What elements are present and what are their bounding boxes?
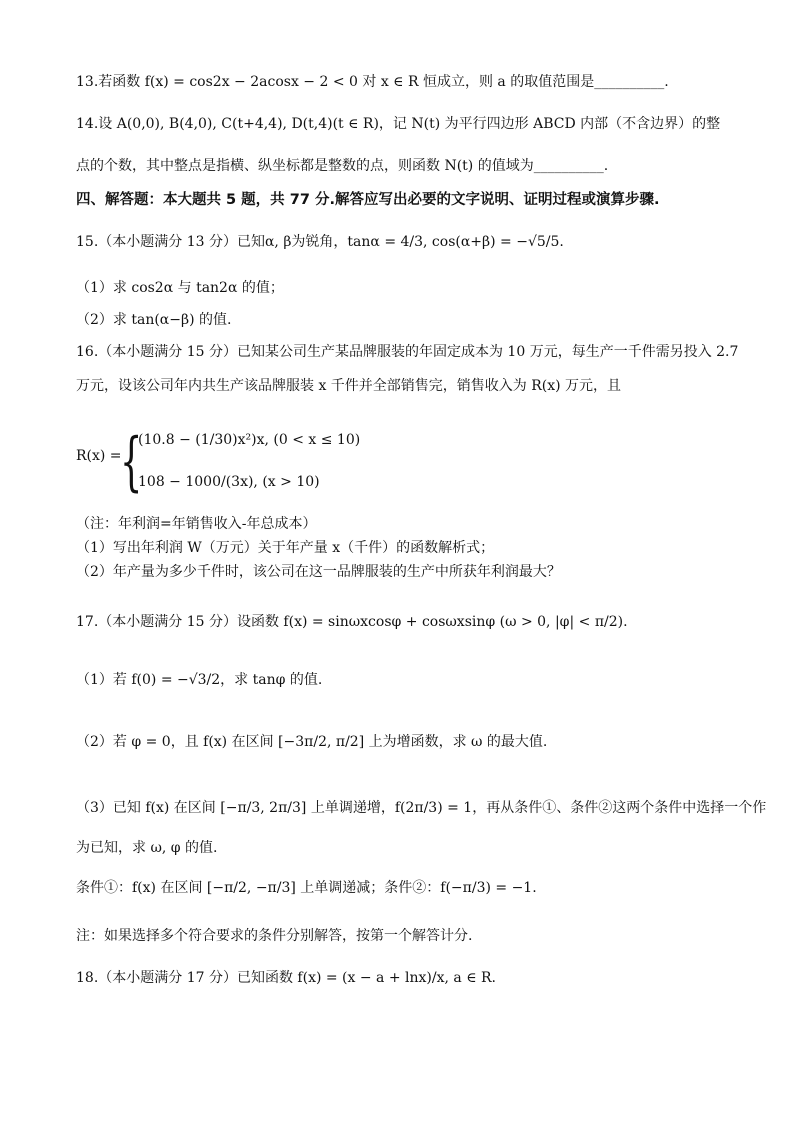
piecewise-case-1: (10.8 − (1/30)x²)x, (0 < x ≤ 10) (138, 432, 361, 448)
line-q13: 13.若函数 f(x) = cos2x − 2acosx − 2 < 0 对 x ∈ R 恒成立，则 a 的取值范围是__________. (76, 74, 669, 90)
left-brace: { (120, 425, 143, 499)
line-q16_2: （2）年产量为多少千件时，该公司在这一品牌服装的生产中所获年利润最大？ (76, 564, 561, 580)
line-sec4: 四、解答题：本大题共 5 题，共 77 分.解答应写出必要的文字说明、证明过程或演算步骤. (76, 192, 660, 208)
line-q15: 15.（本小题满分 13 分）已知α, β为锐角，tanα = 4/3, cos(α+β) = −√5/5. (76, 234, 564, 250)
line-q17_3b: 为已知，求 ω, φ 的值. (76, 840, 218, 856)
piecewise-function (76, 420, 396, 510)
line-q17_3a: （3）已知 f(x) 在区间 [−π/3, 2π/3] 上单调递增，f(2π/3) = 1，再从条件①、条件②这两个条件中选择一个作 (76, 800, 767, 816)
line-q18: 18.（本小题满分 17 分）已知函数 f(x) = (x − a + lnx)/x, a ∈ R. (76, 970, 496, 986)
line-q16a: 16.（本小题满分 15 分）已知某公司生产某品牌服装的年固定成本为 10 万元，每生产一千件需另投入 2.7 (76, 344, 739, 360)
line-q17: 17.（本小题满分 15 分）设函数 f(x) = sinωxcosφ + cosωxsinφ (ω > 0, |φ| < π/2). (76, 614, 628, 630)
line-q14a: 14.设 A(0,0), B(4,0), C(t+4,4), D(t,4)(t ∈ R)，记 N(t) 为平行四边形 ABCD 内部（不含边界）的整 (76, 116, 721, 132)
piecewise-lhs: R(x) = (76, 448, 122, 464)
line-q16_1: （1）写出年利润 W（万元）关于年产量 x（千件）的函数解析式； (76, 540, 495, 556)
line-q17_cond: 条件①：f(x) 在区间 [−π/2, −π/3] 上单调递减；条件②：f(−π/3) = −1. (76, 880, 537, 896)
line-q17_2: （2）若 φ = 0，且 f(x) 在区间 [−3π/2, π/2] 上为增函数，求 ω 的最大值. (76, 734, 548, 750)
line-q14b: 点的个数，其中整点是指横、纵坐标都是整数的点，则函数 N(t) 的值域为__________. (76, 158, 609, 174)
line-q17_1: （1）若 f(0) = −√3/2，求 tanφ 的值. (76, 672, 323, 688)
line-q16_note: （注：年利润=年销售收入-年总成本） (76, 516, 317, 532)
line-q17_note: 注：如果选择多个符合要求的条件分别解答，按第一个解答计分. (76, 928, 473, 944)
line-q15_1: （1）求 cos2α 与 tan2α 的值； (76, 280, 284, 296)
line-q15_2: （2）求 tan(α−β) 的值. (76, 312, 232, 328)
line-q16b: 万元，设该公司年内共生产该品牌服装 x 千件并全部销售完，销售收入为 R(x) 万元，且 (76, 378, 622, 394)
piecewise-case-2: 108 − 1000/(3x), (x > 10) (138, 474, 320, 490)
